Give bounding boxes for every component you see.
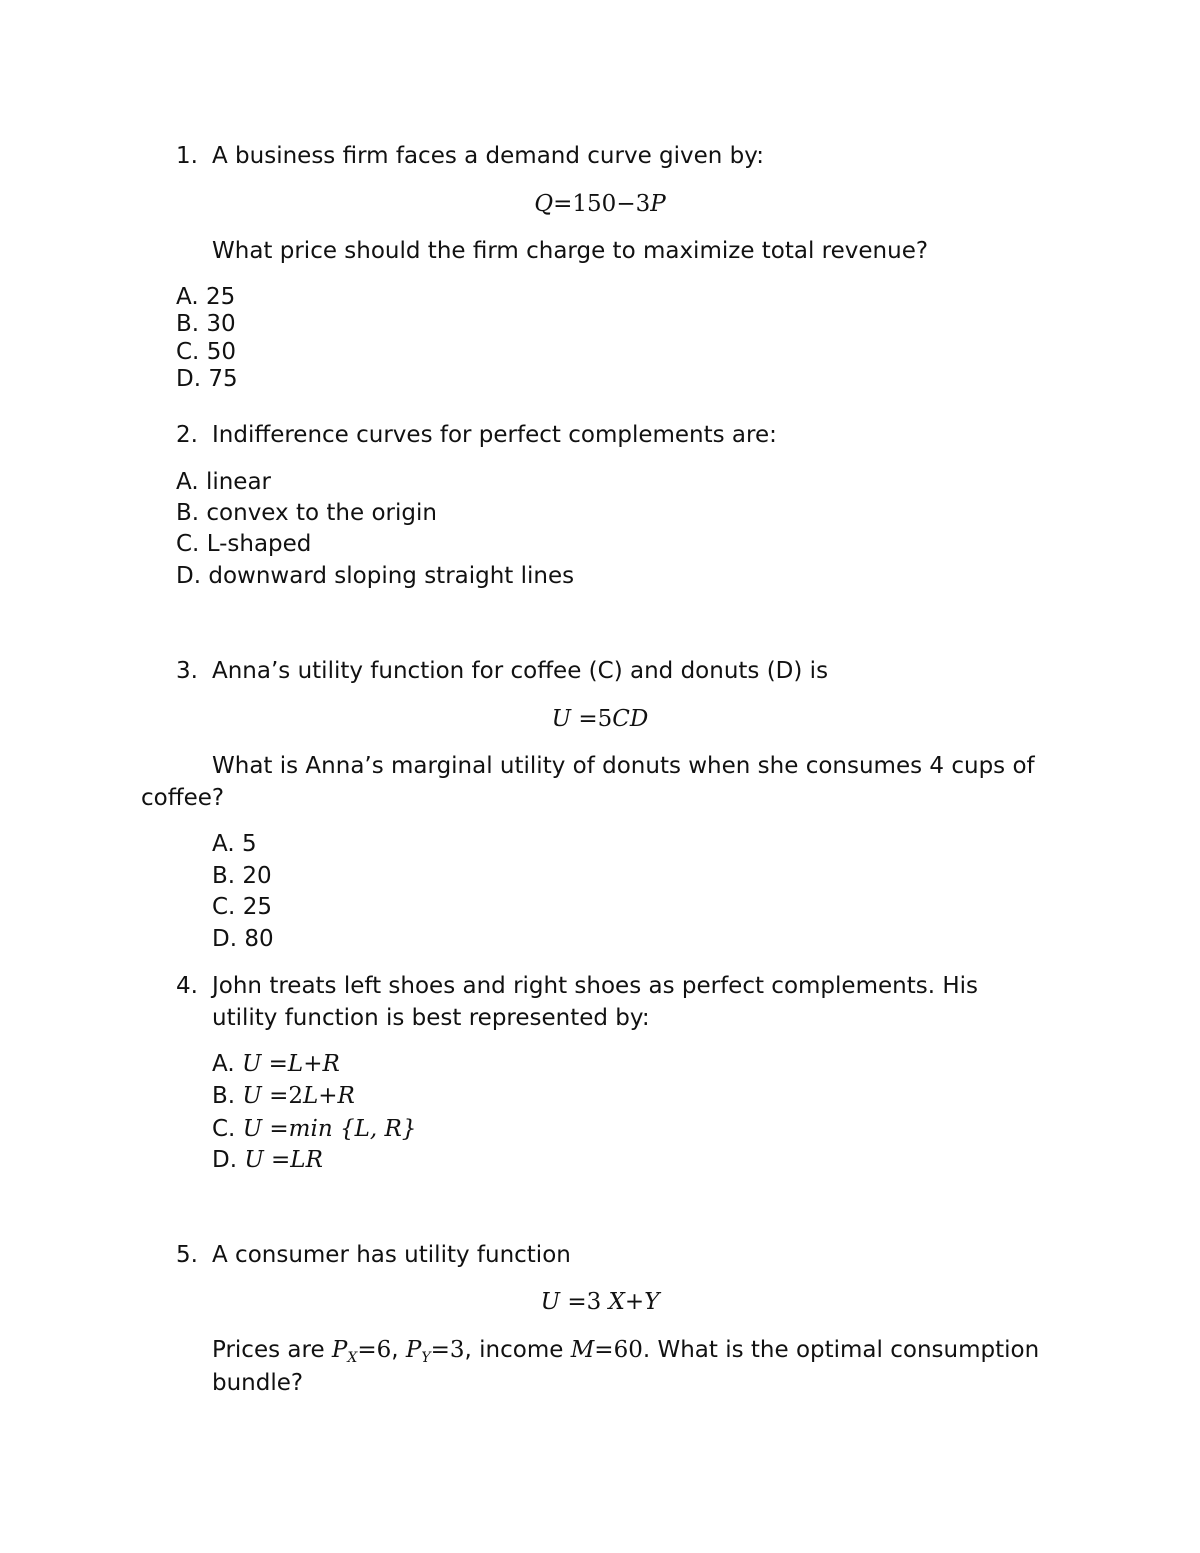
q3-equation xyxy=(0,705,1200,733)
q4-option-d[interactable] xyxy=(212,1146,323,1174)
q5-prompt-pre: Prices are xyxy=(212,1337,332,1363)
q1-option-c[interactable] xyxy=(176,338,236,366)
q2-option-a-letter: A. xyxy=(176,469,199,495)
q5-prompt-sep2: , income xyxy=(464,1337,571,1363)
q5-eq-op: = xyxy=(567,1289,587,1315)
q2-option-b-text: convex to the origin xyxy=(206,500,437,526)
q5-eq-coef: 3 xyxy=(586,1289,602,1315)
q4-option-d-letter: D. xyxy=(212,1147,238,1173)
q3-eq-lhs: U xyxy=(551,706,572,732)
q3-option-a-letter: A. xyxy=(212,831,235,857)
q3-heading xyxy=(176,657,829,685)
q3-option-c-letter: C. xyxy=(212,894,236,920)
q2-option-b[interactable] xyxy=(176,499,437,527)
q1-eq-const: 150 xyxy=(572,191,617,217)
q2-option-d-text: downward sloping straight lines xyxy=(208,563,575,589)
q4-text-line2: utility function is best represented by: xyxy=(212,1005,650,1031)
q1-option-a-text: 25 xyxy=(205,284,236,310)
q3-option-d-text: 80 xyxy=(244,926,274,952)
q5-px-sub: X xyxy=(347,1350,358,1366)
q3-text: Anna’s utility function for coffee (C) and donuts (D) is xyxy=(212,658,829,684)
q4-heading xyxy=(176,972,978,1000)
q3-option-a[interactable] xyxy=(212,830,257,858)
q2-option-d[interactable] xyxy=(176,562,574,590)
q4-number: 4. xyxy=(176,973,198,999)
q4-option-c-math: U =min {L, R} xyxy=(242,1116,417,1142)
q5-px-val: =6 xyxy=(357,1337,392,1363)
q3-option-d[interactable] xyxy=(212,925,274,953)
q3-option-b-letter: B. xyxy=(212,863,236,889)
q2-heading xyxy=(176,421,777,449)
q1-option-d-text: 75 xyxy=(208,366,238,392)
q5-heading xyxy=(176,1241,571,1269)
q5-prompt-line2: bundle? xyxy=(212,1370,304,1396)
q5-m-val: =60 xyxy=(594,1337,643,1363)
q4-option-d-math: U =LR xyxy=(244,1147,323,1173)
q5-equation xyxy=(0,1288,1200,1316)
q1-number: 1. xyxy=(176,143,198,169)
q1-equation xyxy=(0,190,1200,218)
q5-py-var: P xyxy=(405,1337,422,1363)
q2-number: 2. xyxy=(176,422,198,448)
q4-option-c-letter: C. xyxy=(212,1116,236,1142)
q5-text: A consumer has utility function xyxy=(212,1242,571,1268)
q3-prompt-line1: What is Anna’s marginal utility of donuts when she consumes 4 cups of xyxy=(212,753,1035,779)
q4-option-b[interactable] xyxy=(212,1082,355,1110)
q3-option-a-text: 5 xyxy=(241,831,257,857)
q3-eq-coef: 5 xyxy=(597,706,613,732)
q5-py-val: =3 xyxy=(430,1337,465,1363)
q3-option-b-text: 20 xyxy=(242,863,272,889)
q1-option-d-letter: D. xyxy=(176,366,202,392)
q3-option-c-text: 25 xyxy=(242,894,272,920)
q2-option-a-text: linear xyxy=(205,469,272,495)
q2-option-b-letter: B. xyxy=(176,500,200,526)
q5-eq-lhs: U xyxy=(540,1289,560,1315)
q1-eq-coef: 3 xyxy=(635,191,651,217)
q5-eq-plus: + xyxy=(624,1289,645,1315)
q1-option-a-letter: A. xyxy=(176,284,199,310)
q4-option-b-math-pre: U = xyxy=(242,1083,289,1109)
q1-option-c-letter: C. xyxy=(176,339,200,365)
q5-py-sub: Y xyxy=(421,1350,431,1366)
q4-option-b-num: 2 xyxy=(288,1083,304,1109)
q1-option-d[interactable] xyxy=(176,365,238,393)
q3-eq-op: = xyxy=(578,706,598,732)
q2-text: Indifference curves for perfect complements are: xyxy=(212,422,777,448)
q5-eq-x: X xyxy=(608,1289,625,1315)
q2-option-a[interactable] xyxy=(176,468,271,496)
q1-eq-op: = xyxy=(553,191,573,217)
q4-option-b-letter: B. xyxy=(212,1083,236,1109)
q5-prompt-post: . What is the optimal consumption xyxy=(642,1337,1040,1363)
q5-px-var: P xyxy=(331,1337,348,1363)
q1-option-a[interactable] xyxy=(176,283,235,311)
q2-option-c[interactable] xyxy=(176,530,311,558)
q4-option-b-math-post: L+R xyxy=(303,1083,355,1109)
q5-number: 5. xyxy=(176,1242,198,1268)
q1-heading xyxy=(176,142,764,170)
q5-eq-y: Y xyxy=(644,1289,660,1315)
q1-eq-minus: − xyxy=(616,191,636,217)
q3-option-b[interactable] xyxy=(212,862,272,890)
q3-option-c[interactable] xyxy=(212,893,272,921)
q2-option-c-text: L-shaped xyxy=(206,531,312,557)
q4-text-line1: John treats left shoes and right shoes as perfect complements. His xyxy=(212,973,978,999)
q2-option-c-letter: C. xyxy=(176,531,200,557)
q5-m-var: M xyxy=(570,1337,595,1363)
q1-prompt: What price should the firm charge to maximize total revenue? xyxy=(212,238,929,264)
q3-prompt-line2: coffee? xyxy=(141,785,225,811)
q1-option-b-text: 30 xyxy=(206,311,236,337)
q1-option-c-text: 50 xyxy=(206,339,236,365)
q4-option-a-math: U =L+R xyxy=(241,1051,340,1077)
q1-eq-var: P xyxy=(650,191,666,217)
q4-option-a-letter: A. xyxy=(212,1051,235,1077)
q3-eq-vars: CD xyxy=(612,706,649,732)
q1-text: A business firm faces a demand curve given by: xyxy=(212,143,764,169)
q1-eq-lhs: Q xyxy=(534,191,554,217)
q5-prompt-line1 xyxy=(212,1336,1039,1372)
q5-prompt-sep1: , xyxy=(391,1337,406,1363)
q4-option-c[interactable] xyxy=(212,1115,416,1143)
q3-option-d-letter: D. xyxy=(212,926,238,952)
q4-option-a[interactable] xyxy=(212,1050,340,1078)
q2-option-d-letter: D. xyxy=(176,563,202,589)
q1-option-b-letter: B. xyxy=(176,311,200,337)
q3-number: 3. xyxy=(176,658,198,684)
q1-option-b[interactable] xyxy=(176,310,236,338)
